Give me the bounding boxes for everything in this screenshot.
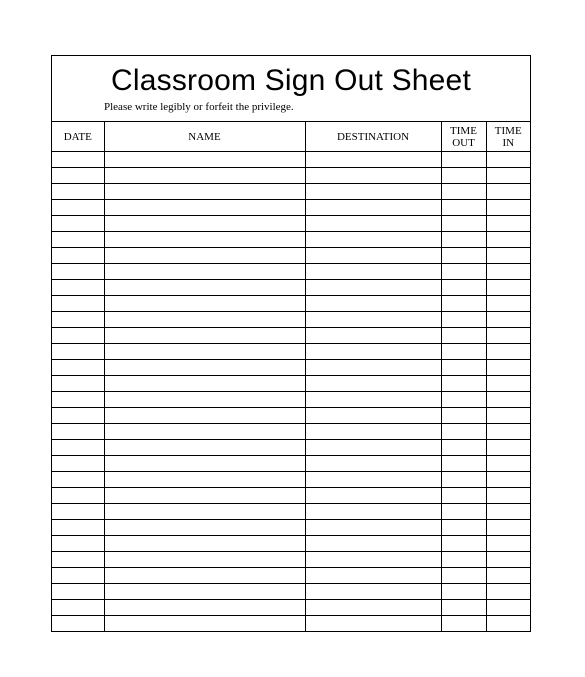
cell-destination[interactable] — [305, 408, 441, 424]
cell-name[interactable] — [104, 616, 305, 632]
cell-time-in[interactable] — [486, 504, 530, 520]
cell-destination[interactable] — [305, 360, 441, 376]
cell-time-in[interactable] — [486, 440, 530, 456]
table-row — [52, 264, 530, 280]
cell-time-out[interactable] — [441, 600, 486, 616]
cell-date[interactable] — [52, 504, 104, 520]
cell-date[interactable] — [52, 392, 104, 408]
cell-time-out[interactable] — [441, 584, 486, 600]
cell-name[interactable] — [104, 600, 305, 616]
table-row — [52, 392, 530, 408]
table-row — [52, 248, 530, 264]
cell-date[interactable] — [52, 312, 104, 328]
cell-time-out[interactable] — [441, 376, 486, 392]
cell-time-in[interactable] — [486, 248, 530, 264]
cell-time-in[interactable] — [486, 408, 530, 424]
cell-name[interactable] — [104, 152, 305, 168]
cell-date[interactable] — [52, 280, 104, 296]
cell-name[interactable] — [104, 584, 305, 600]
cell-time-out[interactable] — [441, 472, 486, 488]
cell-date[interactable] — [52, 456, 104, 472]
cell-date[interactable] — [52, 248, 104, 264]
table-row — [52, 168, 530, 184]
cell-date[interactable] — [52, 616, 104, 632]
sign-out-table — [52, 121, 530, 631]
cell-destination[interactable] — [305, 184, 441, 200]
cell-date[interactable] — [52, 184, 104, 200]
table-row — [52, 200, 530, 216]
table-row — [52, 312, 530, 328]
cell-destination[interactable] — [305, 504, 441, 520]
cell-time-out[interactable] — [441, 616, 486, 632]
cell-time-in[interactable] — [486, 568, 530, 584]
cell-destination[interactable] — [305, 216, 441, 232]
cell-destination[interactable] — [305, 488, 441, 504]
cell-time-out[interactable] — [441, 248, 486, 264]
cell-destination[interactable] — [305, 264, 441, 280]
cell-time-in[interactable] — [486, 360, 530, 376]
cell-destination[interactable] — [305, 520, 441, 536]
cell-destination[interactable] — [305, 536, 441, 552]
cell-time-in[interactable] — [486, 152, 530, 168]
cell-time-out[interactable] — [441, 536, 486, 552]
cell-time-out[interactable] — [441, 312, 486, 328]
cell-name[interactable] — [104, 408, 305, 424]
header-date: DATE — [52, 122, 104, 152]
cell-date[interactable] — [52, 440, 104, 456]
cell-time-in[interactable] — [486, 296, 530, 312]
table-row — [52, 376, 530, 392]
cell-date[interactable] — [52, 472, 104, 488]
cell-name[interactable] — [104, 456, 305, 472]
table-row — [52, 344, 530, 360]
cell-date[interactable] — [52, 600, 104, 616]
cell-time-in[interactable] — [486, 280, 530, 296]
cell-destination[interactable] — [305, 296, 441, 312]
cell-destination[interactable] — [305, 200, 441, 216]
cell-name[interactable] — [104, 248, 305, 264]
table-header-row — [52, 122, 530, 152]
cell-time-out[interactable] — [441, 488, 486, 504]
cell-time-in[interactable] — [486, 600, 530, 616]
cell-destination[interactable] — [305, 472, 441, 488]
cell-time-in[interactable] — [486, 520, 530, 536]
cell-name[interactable] — [104, 520, 305, 536]
cell-time-out[interactable] — [441, 360, 486, 376]
cell-name[interactable] — [104, 216, 305, 232]
table-row — [52, 184, 530, 200]
cell-time-in[interactable] — [486, 616, 530, 632]
cell-date[interactable] — [52, 264, 104, 280]
cell-time-in[interactable] — [486, 552, 530, 568]
cell-time-in[interactable] — [486, 488, 530, 504]
cell-name[interactable] — [104, 536, 305, 552]
cell-destination[interactable] — [305, 312, 441, 328]
cell-time-out[interactable] — [441, 344, 486, 360]
cell-time-in[interactable] — [486, 536, 530, 552]
cell-time-out[interactable] — [441, 408, 486, 424]
cell-name[interactable] — [104, 552, 305, 568]
table-row — [52, 616, 530, 632]
cell-time-out[interactable] — [441, 504, 486, 520]
cell-destination[interactable] — [305, 168, 441, 184]
cell-time-out[interactable] — [441, 568, 486, 584]
cell-name[interactable] — [104, 312, 305, 328]
cell-destination[interactable] — [305, 568, 441, 584]
cell-time-in[interactable] — [486, 168, 530, 184]
cell-time-in[interactable] — [486, 200, 530, 216]
cell-time-out[interactable] — [441, 280, 486, 296]
cell-name[interactable] — [104, 360, 305, 376]
cell-time-out[interactable] — [441, 168, 486, 184]
cell-time-out[interactable] — [441, 200, 486, 216]
table-row — [52, 328, 530, 344]
cell-date[interactable] — [52, 152, 104, 168]
cell-name[interactable] — [104, 280, 305, 296]
cell-destination[interactable] — [305, 424, 441, 440]
cell-time-out[interactable] — [441, 552, 486, 568]
header-time-out: TIME OUT — [441, 122, 486, 152]
cell-time-out[interactable] — [441, 184, 486, 200]
cell-date[interactable] — [52, 568, 104, 584]
cell-date[interactable] — [52, 344, 104, 360]
sheet-title: Classroom Sign Out Sheet — [111, 64, 471, 97]
cell-time-in[interactable] — [486, 216, 530, 232]
table-row — [52, 504, 530, 520]
cell-date[interactable] — [52, 536, 104, 552]
cell-destination[interactable] — [305, 344, 441, 360]
cell-name[interactable] — [104, 392, 305, 408]
cell-destination[interactable] — [305, 616, 441, 632]
cell-date[interactable] — [52, 232, 104, 248]
table-row — [52, 408, 530, 424]
cell-destination[interactable] — [305, 552, 441, 568]
cell-time-out[interactable] — [441, 456, 486, 472]
cell-time-out[interactable] — [441, 152, 486, 168]
table-row — [52, 456, 530, 472]
cell-time-in[interactable] — [486, 456, 530, 472]
table-row — [52, 440, 530, 456]
cell-date[interactable] — [52, 200, 104, 216]
cell-time-in[interactable] — [486, 584, 530, 600]
cell-name[interactable] — [104, 376, 305, 392]
cell-name[interactable] — [104, 232, 305, 248]
cell-date[interactable] — [52, 376, 104, 392]
cell-destination[interactable] — [305, 248, 441, 264]
header-destination: DESTINATION — [305, 122, 441, 152]
cell-date[interactable] — [52, 408, 104, 424]
cell-name[interactable] — [104, 488, 305, 504]
cell-time-out[interactable] — [441, 232, 486, 248]
sheet-instructions: Please write legibly or forfeit the privilege. — [104, 101, 294, 113]
cell-date[interactable] — [52, 360, 104, 376]
cell-date[interactable] — [52, 552, 104, 568]
cell-date[interactable] — [52, 216, 104, 232]
cell-destination[interactable] — [305, 280, 441, 296]
cell-name[interactable] — [104, 344, 305, 360]
cell-date[interactable] — [52, 584, 104, 600]
cell-destination[interactable] — [305, 584, 441, 600]
table-row — [52, 584, 530, 600]
header-time-in: TIME IN — [486, 122, 530, 152]
cell-name[interactable] — [104, 264, 305, 280]
cell-time-in[interactable] — [486, 472, 530, 488]
cell-time-in[interactable] — [486, 424, 530, 440]
table-row — [52, 424, 530, 440]
table-row — [52, 280, 530, 296]
cell-destination[interactable] — [305, 152, 441, 168]
cell-time-out[interactable] — [441, 392, 486, 408]
cell-destination[interactable] — [305, 456, 441, 472]
table-row — [52, 232, 530, 248]
cell-time-in[interactable] — [486, 392, 530, 408]
cell-date[interactable] — [52, 424, 104, 440]
cell-time-out[interactable] — [441, 328, 486, 344]
cell-destination[interactable] — [305, 376, 441, 392]
table-row — [52, 152, 530, 168]
cell-time-in[interactable] — [486, 312, 530, 328]
cell-time-out[interactable] — [441, 440, 486, 456]
cell-time-out[interactable] — [441, 296, 486, 312]
cell-destination[interactable] — [305, 232, 441, 248]
cell-time-in[interactable] — [486, 344, 530, 360]
sign-out-sheet — [51, 55, 531, 632]
cell-date[interactable] — [52, 328, 104, 344]
cell-time-out[interactable] — [441, 216, 486, 232]
cell-time-out[interactable] — [441, 520, 486, 536]
table-row — [52, 472, 530, 488]
header-name: NAME — [104, 122, 305, 152]
cell-name[interactable] — [104, 328, 305, 344]
table-row — [52, 520, 530, 536]
cell-name[interactable] — [104, 200, 305, 216]
cell-destination[interactable] — [305, 328, 441, 344]
cell-time-in[interactable] — [486, 376, 530, 392]
cell-time-in[interactable] — [486, 328, 530, 344]
table-row — [52, 600, 530, 616]
cell-date[interactable] — [52, 296, 104, 312]
cell-name[interactable] — [104, 440, 305, 456]
table-body — [52, 152, 530, 632]
table-row — [52, 360, 530, 376]
cell-name[interactable] — [104, 424, 305, 440]
cell-date[interactable] — [52, 520, 104, 536]
table-row — [52, 552, 530, 568]
cell-destination[interactable] — [305, 440, 441, 456]
cell-destination[interactable] — [305, 600, 441, 616]
table-row — [52, 216, 530, 232]
cell-name[interactable] — [104, 168, 305, 184]
table-row — [52, 568, 530, 584]
cell-name[interactable] — [104, 568, 305, 584]
cell-name[interactable] — [104, 472, 305, 488]
cell-destination[interactable] — [305, 392, 441, 408]
table-row — [52, 296, 530, 312]
table-row — [52, 536, 530, 552]
cell-date[interactable] — [52, 488, 104, 504]
cell-time-out[interactable] — [441, 424, 486, 440]
table-row — [52, 488, 530, 504]
cell-name[interactable] — [104, 504, 305, 520]
cell-time-in[interactable] — [486, 184, 530, 200]
cell-time-in[interactable] — [486, 232, 530, 248]
cell-time-in[interactable] — [486, 264, 530, 280]
cell-name[interactable] — [104, 296, 305, 312]
cell-time-out[interactable] — [441, 264, 486, 280]
cell-name[interactable] — [104, 184, 305, 200]
cell-date[interactable] — [52, 168, 104, 184]
